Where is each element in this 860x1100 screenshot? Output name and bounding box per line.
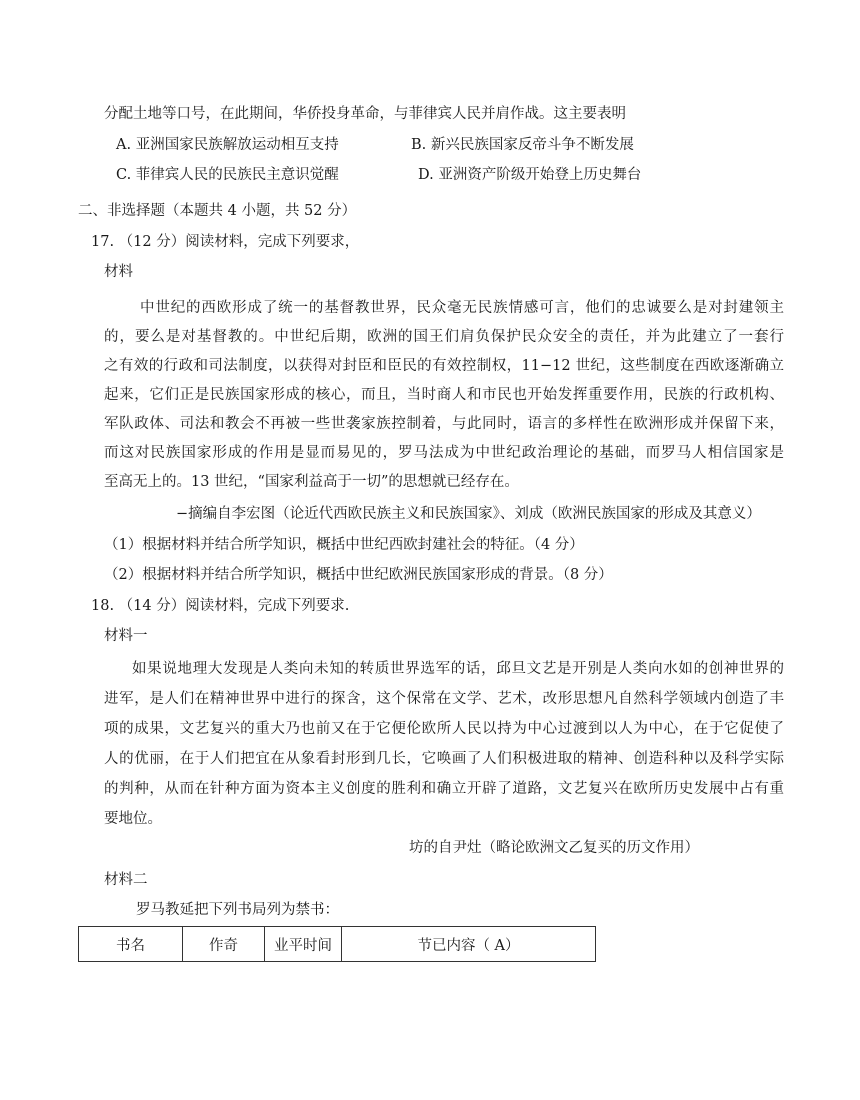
q18-material1-line: 要地位。 [104, 811, 162, 827]
q18-material1-line: 进军，是人们在精神世界中进行的探含，这个保常在文学、艺术，改形思想凡自然科学领域内创造了丰 [104, 691, 784, 707]
table-header-cell: 节已内容（ A） [342, 927, 596, 962]
table-header-row [79, 927, 596, 962]
q16-option-a: A. 亚洲国家民族解放运动相互支持 [116, 137, 339, 153]
q18-material2-label: 材料二 [104, 872, 148, 888]
table-header-cell: 业平时间 [265, 927, 342, 962]
q16-option-b: B. 新兴民族国家反帝斗争不断发展 [411, 137, 634, 153]
table-header-cell: 书名 [79, 927, 183, 962]
q17-material-line: 至高无上的。13 世纪，“国家利益高于一切”的思想就已经存在。 [104, 474, 519, 490]
q18-material1-line: 的判种，从而在针种方面为资本主义创度的胜利和确立开辟了道路，文艺复兴在欧所历史发展中占有重 [104, 781, 784, 797]
q18-stem: 18. （14 分）阅读材料，完成下列要求. [91, 598, 350, 614]
section-heading: 二、非选择题（本题共 4 小题，共 52 分） [78, 203, 357, 219]
banned-books-table [78, 926, 596, 962]
q17-material-line: 起来，它们正是民族国家形成的核心，而且，当时商人和市民也开始发挥重要作用，民族的行政机构、 [104, 387, 784, 403]
table-header-cell: 作奇 [183, 927, 265, 962]
q17-material-label: 材料 [104, 264, 133, 280]
q17-material-line: 军队政体、司法和教会不再被一些世袭家族控制着，与此同时，语言的多样性在欧洲形成并保留下来， [104, 416, 784, 432]
q17-subquestion-1: （1）根据材料并结合所学知识，概括中世纪西欧封建社会的特征。（4 分） [104, 537, 584, 553]
q17-material-line: 而这对民族国家形成的作用是显而易见的，罗马法成为中世纪政治理论的基础，而罗马人相信国家是 [104, 445, 784, 461]
q18-material1-line: 项的成果，文艺复兴的重大乃也前又在于它便伦欧所人民以持为中心过渡到以人为中心，在于它促使了 [104, 721, 784, 737]
q17-material-line: 中世纪的西欧形成了统一的基督教世界，民众毫无民族情感可言，他们的忠诚要么是对封建领主 [140, 300, 784, 316]
q18-material1-line: 人的优丽，在于人们把宜在从象看封形到几长，它唤画了人们积极进取的精神、创造科种以及科学实际 [104, 751, 784, 767]
q18-material2-intro: 罗马教延把下列书局列为禁书： [136, 902, 339, 918]
q17-material-line: 之有效的行政和司法制度，以获得对封臣和臣民的有效控制权，11−12 世纪，这些制度在西欧逐渐确立 [104, 358, 784, 374]
q17-material-line: 的，要么是对基督教的。中世纪后期，欧洲的国王们肩负保护民众安全的责任，并为此建立了一套行 [104, 329, 784, 345]
q18-material1-label: 材料一 [104, 628, 148, 644]
q16-option-c: C. 菲律宾人民的民族民主意识觉醒 [116, 167, 339, 183]
q17-source: −摘编自李宏图（论近代西欧民族主义和民族国家》、刘成（欧洲民族国家的形成及其意义） [176, 506, 761, 522]
q18-source: 坊的自尹灶（略论欧洲文乙复买的历文作用） [409, 840, 699, 856]
q18-material1-line: 如果说地理大发现是人类向未知的转质世界选军的话，邱旦文艺是开别是人类向水如的创神世界的 [132, 661, 784, 677]
q16-stem-tail: 分配土地等口号，在此期间，华侨投身革命，与菲律宾人民并肩作战。这主要表明 [104, 106, 626, 122]
q17-subquestion-2: （2）根据材料并结合所学知识，概括中世纪欧洲民族国家形成的背景。（8 分） [104, 567, 613, 583]
q16-option-d: D. 亚洲资产阶级开始登上历史舞台 [418, 167, 642, 183]
q17-stem: 17. （12 分）阅读材料，完成下列要求， [91, 234, 360, 250]
